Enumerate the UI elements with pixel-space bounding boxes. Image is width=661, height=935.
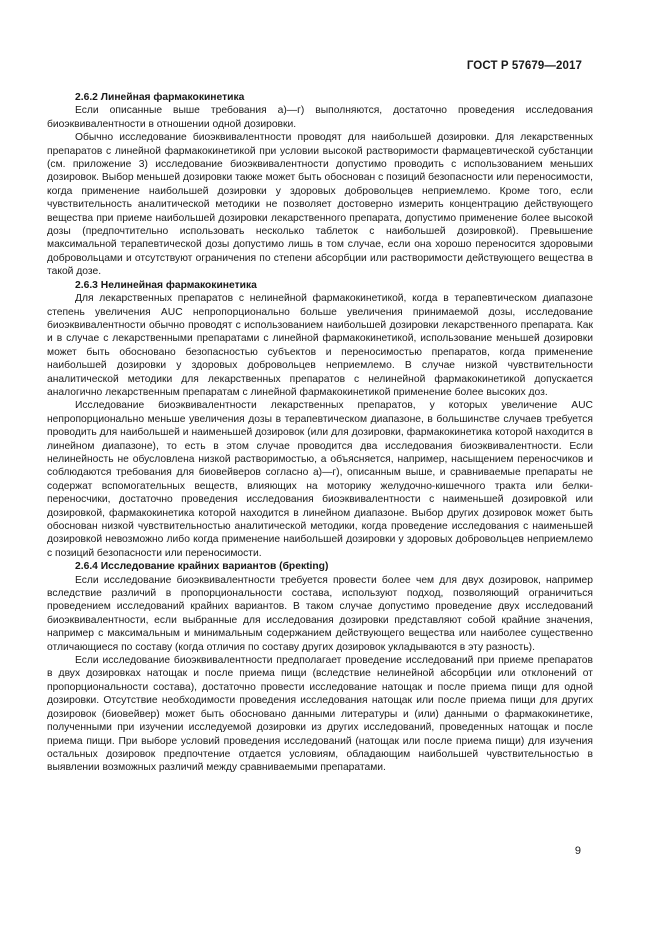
document-header: ГОСТ Р 57679—2017 (466, 60, 582, 72)
paragraph: Если описанные выше требования а)—г) выполняются, достаточно проведения исследования биоэквивалентности в отношении одной дозировки. (47, 105, 593, 130)
page-number: 9 (574, 845, 581, 857)
paragraph: Исследование биоэквивалентности лекарственных препаратов, у которых увеличение AUC непропорционально меньше увеличения дозы в терапевтическом диапазоне, в большинстве случаев требуется проводить для наибольшей и наименьшей дозировок (или для дозировки, фармакокинетика которой находится в линейном диапазоне), то есть в этом случае проводится два исследования биоэквивалентности. Если нелинейность не обусловлена низкой растворимостью, а объясняется, например, насыщением переносчиков и соблюдаются требования для биовейверов согласно а)—г), описанным выше, и сравниваемые препараты не содержат вспомогательных веществ, влияющих на моторику желудочно-кишечного тракта или белки-переносчики, достаточно проведения исследования биоэквивалентности с наименьшей дозировкой или дозировкой, фармакокинетика которой находится в линейном диапазоне. Выбор других дозировок может быть обоснован низкой чувствительностью аналитической методики, когда проведение исследования с наименьшей дозировкой невозможно либо когда применение наибольшей дозировки у здоровых добровольцев неприемлемо с позиций безопасности или переносимости. (47, 400, 593, 559)
section-heading-2-6-3: 2.6.3 Нелинейная фармакокинетика (75, 279, 257, 291)
paragraph: Если исследование биоэквивалентности требуется провести более чем для двух дозировок, например вследствие различий в пропорциональности состава, используют подход, позволяющий ограничиться проведением исследований крайних вариантов. В таком случае допустимо проведение двух исследований биоэквивалентности, если выбранные для исследования дозировки представляют собой крайние значения, например с максимальным и минимальным содержанием действующего вещества или наиболее существенно отличающиеся по составу (когда отличия по составу других дозировок укладываются в эту разность). (47, 574, 593, 653)
section-heading-2-6-2: 2.6.2 Линейная фармакокинетика (75, 92, 245, 103)
paragraph: Обычно исследование биоэквивалентности проводят для наибольшей дозировки. Для лекарственных препаратов с линейной фармакокинетикой при условии высокой растворимости фармацевтической субстанции (см. приложение 3) исследование биоэквивалентности допустимо проводить с использованием меньших дозировок. Выбор меньшей дозировки также может быть обоснован с позиций безопасности или переносимости, когда применение наибольшей дозировки у здоровых добровольцев неприемлемо. Кроме того, если чувствительность аналитической методики не позволяет достоверно измерить концентрацию действующего вещества при приеме наибольшей дозировки лекарственного препарата, допустимо применение более высокой дозы (предпочтительно использовать несколько таблеток с наибольшей дозировкой). Превышение максимальной терапевтической дозы допустимо лишь в том случае, если она хорошо переносится здоровыми добровольцами и отсутствуют ограничения по степени абсорбции или растворимости действующего вещества в такой дозе. (47, 132, 593, 278)
paragraph: Для лекарственных препаратов с нелинейной фармакокинетикой, когда в терапевтическом диапазоне степень увеличения AUC непропорционально больше увеличения принимаемой дозы, исследование биоэквивалентности обычно проводят с использованием наибольшей дозировки лекарственного препарата. Как и в случае с лекарственными препаратами с линейной фармакокинетикой, использование меньшей дозировки может быть обосновано безопасностью субъектов и переносимостью препаратов, когда применение наибольшей дозировки у здоровых добровольцев неприемлемо. В случае низкой чувствительности аналитической методики для лекарственных препаратов с нелинейной фармакокинетикой допускается аналогично лекарственным препаратам с линейной фармакокинетикой применение более высоких доз. (47, 293, 593, 398)
section-heading-2-6-4: 2.6.4 Исследование крайних вариантов (брекting) (75, 561, 329, 573)
paragraph: Если исследование биоэквивалентности предполагает проведение исследований при приеме препаратов в двух дозировках натощак и после приема пищи (вследствие нелинейной абсорбции или отклонений от пропорциональности состава), достаточно провести исследование натощак и после приема пищи для одной дозировки. Отсутствие необходимости проведения исследования натощак или после приема пищи для других дозировок (биовейвер) может быть обосновано данными литературы и (или) данными о фармакокинетике, полученными при изучении исследуемой дозировки из других исследований, проведенных натощак и после приема пищи. При выборе условий проведения исследований (натощак или после приема пищи) для изучения остальных дозировок предпочтение отдается условиям, обладающим наибольшей чувствительностью в выявлении возможных различий между сравниваемыми препаратами. (47, 655, 593, 774)
document-body (47, 91, 593, 775)
